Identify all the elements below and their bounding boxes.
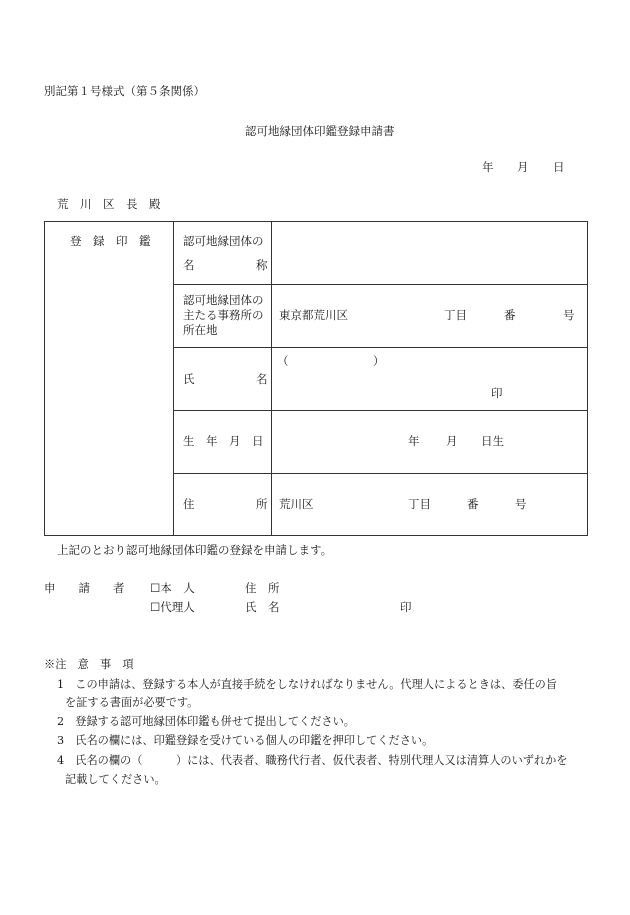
residence-label-right: 所: [256, 497, 268, 511]
office-ban-label: 番: [504, 308, 516, 322]
name-paren-close: ）: [373, 354, 385, 368]
residence-chome-label: 丁目: [408, 497, 431, 511]
residence-label-left: 住: [183, 497, 195, 511]
name-label-left: 氏: [183, 372, 195, 386]
office-label-line2: 主たる事務所の: [183, 308, 264, 322]
application-statement: 上記のとおり認可地縁団体印鑑の登録を申請します。: [57, 543, 333, 557]
birth-day-label: 日生: [481, 434, 504, 448]
name-label-cell: [174, 348, 272, 411]
applicant-label: 申 請 者: [44, 581, 125, 595]
office-address-label-cell: [174, 285, 272, 348]
residence-prefix: 荒川区: [279, 497, 314, 511]
residence-go-label: 号: [515, 497, 527, 511]
office-chome-label: 丁目: [444, 308, 467, 322]
applicant-address-label: 住 所: [245, 581, 280, 595]
stamp-label: 登 録 印 鑑: [70, 234, 151, 248]
birth-year-label: 年: [408, 434, 420, 448]
note-item-continued: 記載してください。: [65, 773, 166, 786]
date-month-label: 月: [517, 160, 529, 174]
residence-ban-label: 番: [467, 497, 479, 511]
birth-month-label: 月: [446, 434, 458, 448]
name-seal-mark: 印: [491, 386, 503, 400]
applicant-name-label: 氏 名: [245, 600, 280, 614]
group-name-label-line1: 認可地縁団体の: [183, 234, 264, 248]
birthdate-field[interactable]: [272, 411, 588, 474]
note-item: 3 氏名の欄には、印鑑登録を受けている個人の印鑑を押印してください。: [57, 734, 434, 747]
residence-field[interactable]: [272, 474, 588, 536]
applicant-seal-mark: 印: [400, 600, 412, 614]
form-id: 別記第１号様式（第５条関係）: [44, 84, 205, 98]
group-name-label-right: 称: [256, 258, 268, 272]
date-day-label: 日: [553, 160, 565, 174]
office-address-prefix: 東京都荒川区: [279, 308, 348, 322]
note-item: 2 登録する認可地縁団体印鑑も併せて提出してください。: [57, 715, 355, 728]
stamp-box: [45, 222, 174, 536]
group-name-field[interactable]: [272, 222, 588, 285]
note-item-continued: を証する書面が必要です。: [65, 696, 199, 709]
applicant-agent-checkbox[interactable]: ☐代理人: [150, 600, 195, 614]
name-paren-open: （: [277, 354, 289, 368]
registration-table: [44, 221, 588, 536]
notes-heading: ※注 意 事 項: [44, 658, 134, 671]
birthdate-label: 生 年 月 日: [183, 434, 264, 448]
applicant-self-checkbox[interactable]: ☐本 人: [150, 581, 195, 595]
residence-label-cell: [174, 474, 272, 536]
name-label-right: 名: [256, 372, 268, 386]
group-name-label-cell: [174, 222, 272, 285]
office-go-label: 号: [563, 308, 575, 322]
group-name-label-left: 名: [183, 258, 195, 272]
birthdate-label-cell: [174, 411, 272, 474]
office-label-line1: 認可地縁団体の: [183, 293, 264, 307]
form-title: 認可地縁団体印鑑登録申請書: [245, 124, 395, 138]
office-label-line3: 所在地: [183, 323, 218, 337]
note-item: 4 氏名の欄の（ ）には、代表者、職務代行者、仮代表者、特別代理人又は清算人のいずれかを: [57, 754, 568, 767]
office-address-field[interactable]: [272, 285, 588, 348]
note-item: 1 この申請は、登録する本人が直接手続をしなければなりません。代理人によるときは、委任の旨: [57, 678, 558, 691]
name-field[interactable]: [272, 348, 588, 411]
date-year-label: 年: [482, 160, 494, 174]
addressee: 荒 川 区 長 殿: [57, 197, 161, 211]
